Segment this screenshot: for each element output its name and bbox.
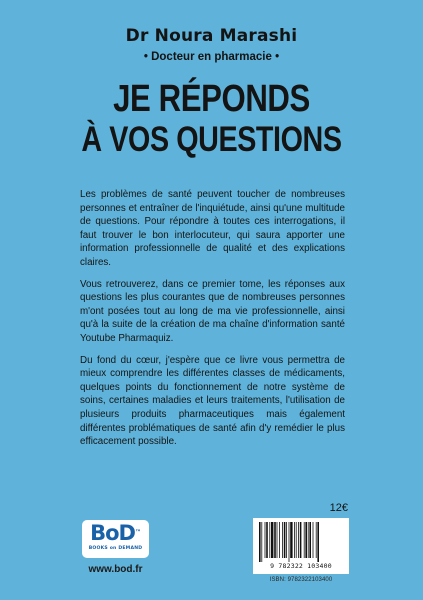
publisher-logo: [82, 520, 149, 558]
author-name: Dr Noura Marashi: [125, 26, 298, 46]
price-label: 12€: [329, 502, 348, 514]
description-paragraph-1: Les problèmes de santé peuvent toucher de nombreuses personnes et entraîner de l'inquiétude, ainsi qu'une multitude de questions. Pour répondre à toutes ces interrogations, il faut trouver le bon interlocuteur, qui saura apporter une information professionnelle de qualité et des explications claires.: [80, 189, 345, 268]
author-title: • Docteur en pharmacie •: [143, 51, 280, 63]
book-title-line-1: JE RÉPONDS: [113, 78, 310, 120]
isbn-text: ISBN: 9782322103400: [269, 577, 333, 583]
description-paragraph-2: Vous retrouverez, dans ce premier tome, les réponses aux questions les plus courantes que de nombreuses personnes m'ont posées tout au long de ma vie professionnelle, ainsi qu'à la suite de la création de ma chaîne d'information santé Youtube Pharmaquiz.: [80, 278, 345, 344]
publisher-tagline: BOOKS on DEMAND: [88, 546, 143, 551]
book-title-line-2: À VOS QUESTIONS: [81, 120, 342, 159]
description-paragraph-3: Du fond du cœur, j'espère que ce livre vous permettra de mieux comprendre les différentes classes de médicaments, quelques points du fonctionnement de notre système de soins, certaines maladies et leurs traitements, l'utilisation de plusieurs produits pharmaceutiques mais également différentes problématiques de santé afin d'y remédier le plus efficacement possible.: [80, 354, 345, 448]
publisher-url: www.bod.fr: [88, 564, 143, 575]
barcode: [253, 518, 349, 574]
barcode-bars: [259, 522, 343, 562]
book-description: [80, 188, 345, 457]
barcode-digits: 9 782322 103400: [270, 562, 332, 570]
publisher-logo-text: BoD™: [90, 521, 141, 545]
